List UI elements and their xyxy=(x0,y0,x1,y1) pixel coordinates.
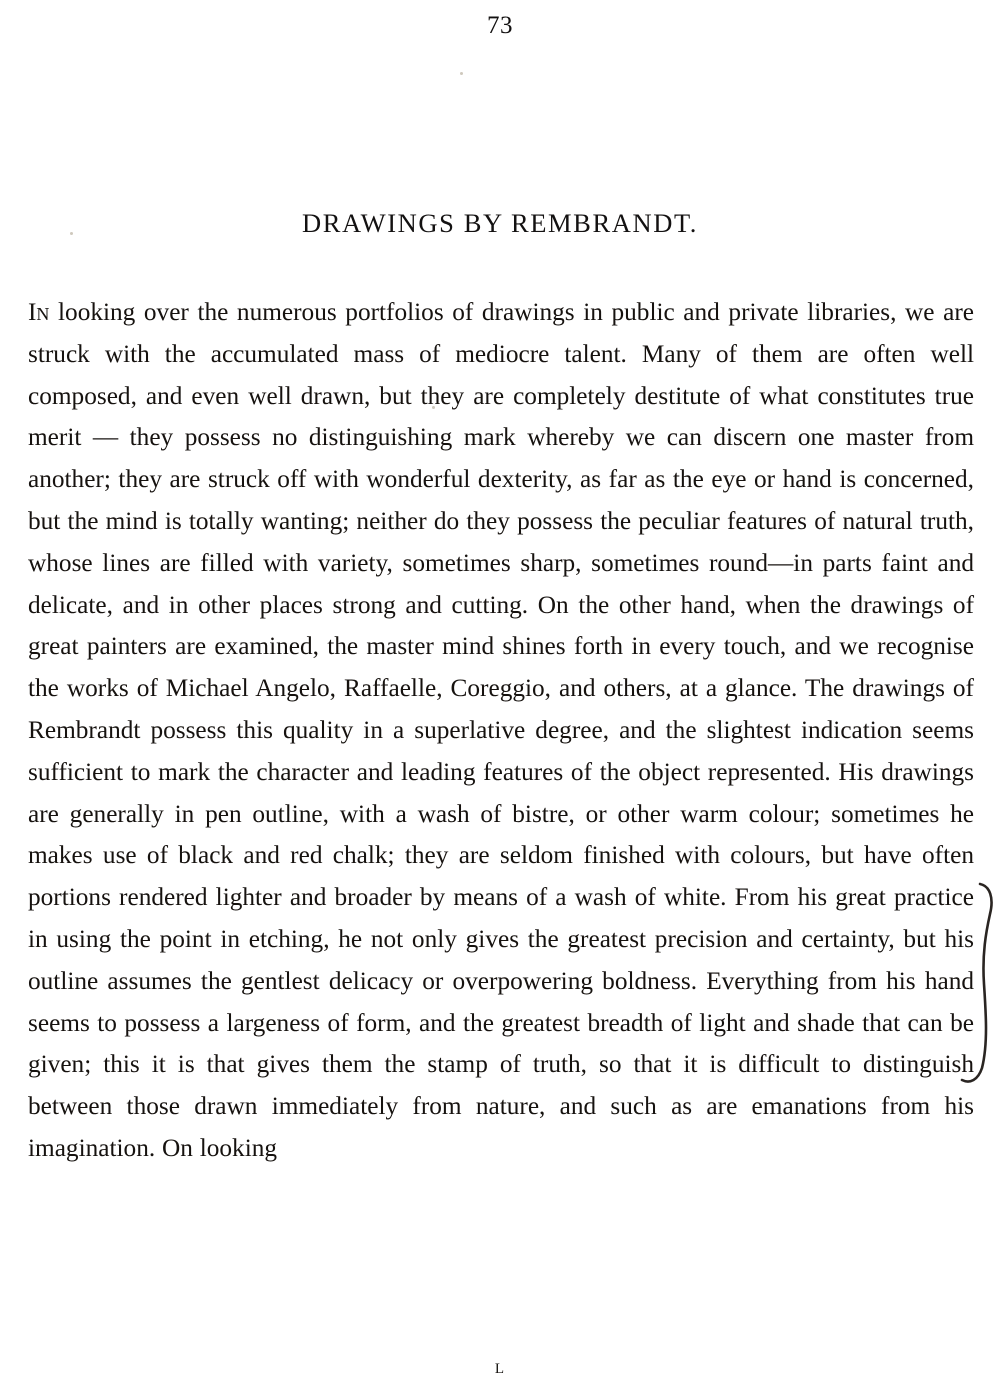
page-number: 73 xyxy=(487,12,513,39)
paper-speck xyxy=(460,72,463,75)
body-text-block xyxy=(28,292,974,1170)
folio-signature: L xyxy=(494,1361,506,1377)
body-paragraph: In looking over the numerous portfolios of drawings in public and private libraries, we are struck with the accumulated mass of mediocre talent. Many of them are often well composed, and even well drawn, but they are completely destitute of what constitutes true merit — they possess no distinguishing mark whereby we can discern one master from another; they are struck off with wonderful dexterity, as far as the eye or hand is concerned, but the mind is totally wanting; neither do they possess the peculiar features of natural truth, whose lines are filled with variety, sometimes sharp, sometimes round—in parts faint and delicate, and in other places strong and cutting. On the other hand, when the drawings of great painters are examined, the master mind shines forth in every touch, and we recognise the works of Michael Angelo, Raffaelle, Coreggio, and others, at a glance. The drawings of Rembrandt possess this quality in a superlative degree, and the slightest indication seems sufficient to mark the character and leading features of the object represented. His drawings are generally in pen outline, with a wash of bistre, or other warm colour; sometimes he makes use of black and red chalk; they are seldom finished with colours, but have often portions rendered lighter and broader by means of a wash of white. From his great practice in using the point in etching, he not only gives the greatest precision and certainty, but his outline assumes the gentlest delicacy or overpowering boldness. Everything from his hand seems to possess a largeness of form, and the greatest breadth of light and shade that can be given; this it is that gives them the stamp of truth, so that it is difficult to distinguish between those drawn immediately from nature, and such as are emanations from his imagination. On looking xyxy=(28,298,974,1162)
page-title: DRAWINGS BY REMBRANDT. xyxy=(302,208,698,238)
